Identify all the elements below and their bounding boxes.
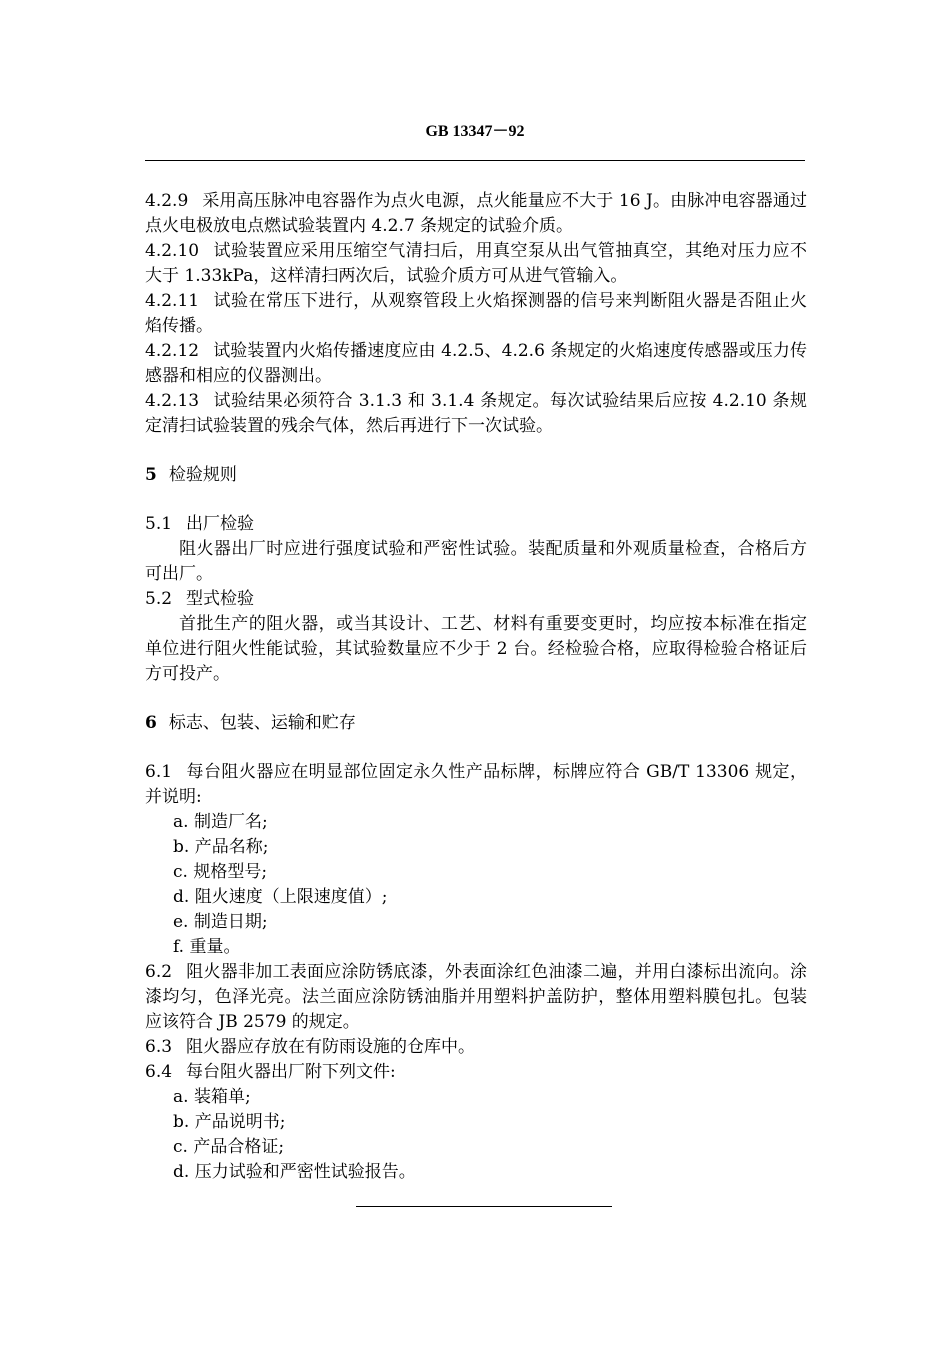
section-title: 标志、包装、运输和贮存 [168, 713, 356, 733]
list-item: d. 压力试验和严密性试验报告。 [173, 1162, 416, 1182]
clause-number: 4.2.12 [145, 341, 200, 361]
clause-5-2-text: 首批生产的阻火器，或当其设计、工艺、材料有重要变更时，均应按本标准在指定单位进行阻火性能试验，其试验数量应不少于 2 台。经检验合格，应取得检验合格证后方可投产。 [145, 614, 807, 684]
clause-number: 4.2.9 [145, 191, 189, 211]
clause-text: 每台阻火器应在明显部位固定永久性产品标牌，标牌应符合 GB/T 13306 规定，并说明: [145, 762, 807, 807]
clause-number: 6.1 [145, 762, 173, 782]
clause-text: 每台阻火器出厂附下列文件: [186, 1062, 396, 1082]
list-item: a. 装箱单; [173, 1087, 251, 1107]
end-divider [356, 1206, 612, 1207]
list-item: f. 重量。 [173, 937, 241, 957]
section-title: 检验规则 [168, 465, 237, 485]
list-item: c. 规格型号; [173, 862, 268, 882]
list-item: c. 产品合格证; [173, 1137, 285, 1157]
clause-4-2-12 [145, 339, 807, 389]
section-number: 5 [145, 465, 157, 485]
list-item: a. 制造厂名; [173, 812, 268, 832]
clause-6-2 [145, 960, 807, 1035]
clause-text: 试验装置应采用压缩空气清扫后，用真空泵从出气管抽真空，其绝对压力应不大于 1.33kPa，这样清扫两次后，试验介质方可从进气管输入。 [145, 241, 807, 286]
list-item: e. 制造日期; [173, 912, 268, 932]
clause-4-2-11 [145, 289, 807, 339]
clause-number: 4.2.11 [145, 291, 200, 311]
clause-6-3 [145, 1035, 807, 1060]
clause-number: 6.4 [145, 1062, 173, 1082]
clause-4-2-9 [145, 189, 807, 239]
clause-number: 6.3 [145, 1037, 173, 1057]
clause-title: 出厂检验 [186, 514, 255, 534]
clause-title: 型式检验 [186, 589, 255, 609]
clause-5-2-heading [145, 587, 807, 612]
clause-text: 试验结果必须符合 3.1.3 和 3.1.4 条规定。每次试验结果后应按 4.2.10 条规定清扫试验装置的残余气体，然后再进行下一次试验。 [145, 391, 807, 436]
clause-number: 4.2.13 [145, 391, 200, 411]
clause-number: 4.2.10 [145, 241, 200, 261]
clause-5-1-text: 阻火器出厂时应进行强度试验和严密性试验。装配质量和外观质量检查，合格后方可出厂。 [145, 539, 807, 584]
clause-number: 5.2 [145, 589, 173, 609]
document-body [145, 189, 807, 1185]
clause-4-2-10 [145, 239, 807, 289]
clause-text: 阻火器非加工表面应涂防锈底漆，外表面涂红色油漆二遍，并用白漆标出流向。涂漆均匀，色泽光亮。法兰面应涂防锈油脂并用塑料护盖防护，整体用塑料膜包扎。包装应该符合 JB 2579 的规定。 [145, 962, 807, 1032]
clause-text: 试验装置内火焰传播速度应由 4.2.5、4.2.6 条规定的火焰速度传感器或压力传感器和相应的仪器测出。 [145, 341, 807, 386]
clause-number: 5.1 [145, 514, 173, 534]
clause-4-2-13 [145, 389, 807, 439]
clause-6-4 [145, 1060, 807, 1085]
list-item: b. 产品名称; [173, 837, 269, 857]
clause-6-1 [145, 760, 807, 810]
clause-number: 6.2 [145, 962, 173, 982]
section-6-heading [145, 711, 807, 736]
clause-text: 采用高压脉冲电容器作为点火电源，点火能量应不大于 16 J。由脉冲电容器通过点火电极放电点燃试验装置内 4.2.7 条规定的试验介质。 [145, 191, 807, 236]
clause-5-1-heading [145, 512, 807, 537]
header-divider [145, 160, 805, 161]
section-5-heading [145, 463, 807, 488]
clause-text: 阻火器应存放在有防雨设施的仓库中。 [186, 1037, 476, 1057]
clause-text: 试验在常压下进行，从观察管段上火焰探测器的信号来判断阻火器是否阻止火焰传播。 [145, 291, 807, 336]
list-item: d. 阻火速度（上限速度值）; [173, 887, 388, 907]
page-header-title: GB 13347－92 [425, 123, 525, 140]
section-number: 6 [145, 713, 157, 733]
list-item: b. 产品说明书; [173, 1112, 286, 1132]
